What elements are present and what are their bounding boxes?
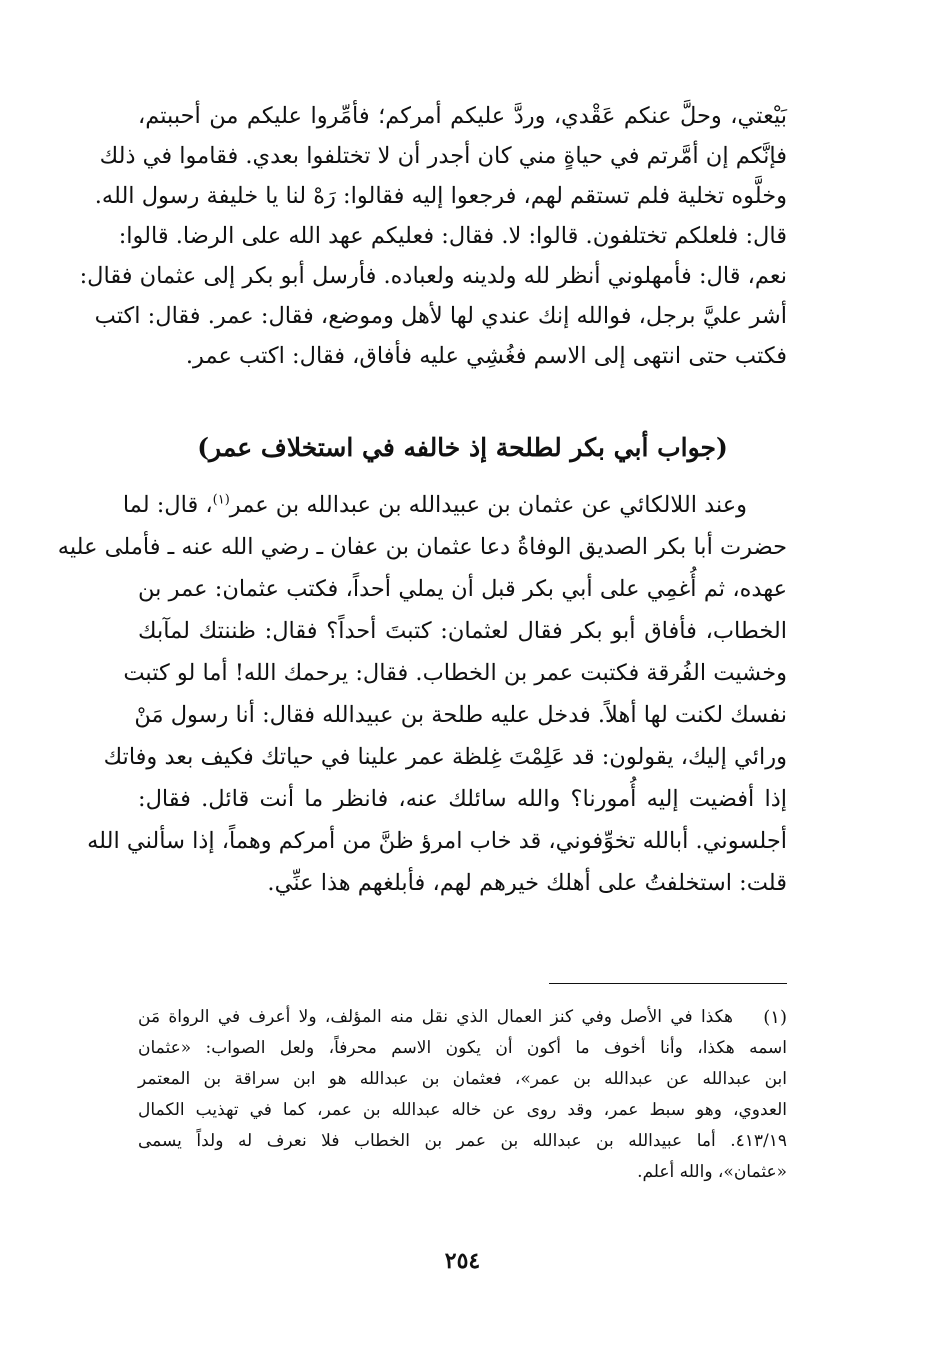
main-paragraph <box>79 96 787 376</box>
text-line: الخطاب، فأفاق أبو بكر فقال لعثمان: كتبتَ أحداً؟ فقال: ظننتك لمآبك <box>138 618 787 644</box>
text-line: نعم، قال: فأمهلوني أنظر لله ولدينه ولعباده. فأرسل أبو بكر إلى عثمان فقال: <box>79 263 787 289</box>
text-line: إذا أفضيت إليه أُمورنا؟ والله سائلك عنه، فانظر ما أنت قائل. فقال: <box>138 786 787 812</box>
footnote-marker[interactable]: (١) <box>212 492 230 508</box>
text-line: نفسك لكنت لها أهلاً. فدخل عليه طلحة بن عبيدالله فقال: أنا رسول مَنْ <box>134 702 787 728</box>
text-line: حضرت أبا بكر الصديق الوفاةُ دعا عثمان بن عفان ـ رضي الله عنه ـ فأملى عليه <box>57 534 787 560</box>
text-line: عهده، ثم أُغمِي على أبي بكر قبل أن يملي أحداً، فكتب عثمان: عمر بن <box>138 576 787 602</box>
footnote-body <box>138 1002 733 1033</box>
footnote-line: ابن عبدالله عن عبدالله بن عمر»، فعثمان بن عبدالله هو ابن سراقة بن المعتمر <box>138 1069 787 1089</box>
text-line: فكتب حتى انتهى إلى الاسم فغُشِي عليه فأفاق، فقال: اكتب عمر. <box>185 343 787 369</box>
text-line: أشر عليَّ برجل، فوالله إنك عندي لها لأهل وموضع، فقال: عمر. فقال: اكتب <box>94 303 787 329</box>
text-line: قال: فلعلكم تختلفون. قالوا: لا. فقال: فعليكم عهد الله على الرضا. قالوا: <box>118 223 787 249</box>
section-heading: (جواب أبي بكر لطلحة إذ خالفه في استخلاف عمر) <box>197 433 728 462</box>
section-paragraph <box>57 484 787 904</box>
footnote-row <box>138 1002 787 1033</box>
text-line: أجلسوني. أبالله تخوِّفوني، قد خاب امرؤ ظنَّ من أمركم وهماً، إذا سألني الله <box>87 828 787 854</box>
text-line: وخشيت الفُرقة فكتبت عمر بن الخطاب. فقال: يرحمك الله! أما لو كتبت <box>123 660 787 686</box>
footnote-line: هكذا في الأصل وفي كنز العمال الذي نقل منه المؤلف، ولا أعرف في الرواة مَن <box>138 1007 733 1027</box>
text-line: وخلَّوه تخلية فلم تستقم لهم، فرجعوا إليه فقالوا: رَهْ لنا يا خليفة رسول الله. <box>94 183 787 209</box>
text-line: بَيْعتي، وحلَّ عنكم عَقْدي، وردَّ عليكم أمركم؛ فأمِّروا عليكم من أحببتم، <box>138 103 787 129</box>
text-line-first <box>122 484 787 526</box>
footnote <box>138 1002 787 1188</box>
text-segment: وعند اللالكائي عن عثمان بن عبيدالله بن عبدالله بن عمر <box>229 492 747 518</box>
footnote-line: اسمه هكذا، وأنا أخوف ما أكون أن يكون الاسم محرفاً، ولعل الصواب: «عثمان <box>138 1038 787 1058</box>
text-line: فإنَّكم إن أمَّرتم في حياةٍ مني كان أجدر أن لا تختلفوا بعدي. فقاموا في ذلك <box>99 143 787 169</box>
text-segment: ، قال: لما <box>122 492 213 518</box>
page-number: ٢٥٤ <box>444 1248 481 1274</box>
text-line: ورائي إليك، يقولون: قد عَلِمْتَ غِلظة عمر علينا في حياتك فكيف بعد وفاتك <box>103 744 787 770</box>
footnote-line: العدوي، وهو سبط عمر، وقد روى عن خاله عبدالله بن عمر، كما في تهذيب الكمال <box>138 1100 787 1120</box>
footnote-separator <box>549 983 787 984</box>
footnote-number: (١) <box>763 1007 787 1028</box>
text-line: قلت: استخلفتُ على أهلك خيرهم لهم، فأبلغهم هذا عنِّي. <box>267 870 787 896</box>
footnote-line: ٤١٣/١٩. أما عبيدالله بن عبدالله بن عمر بن الخطاب فلا نعرف له ولداً يسمى <box>138 1131 787 1151</box>
footnote-line: «عثمان»، والله أعلم. <box>637 1162 787 1182</box>
